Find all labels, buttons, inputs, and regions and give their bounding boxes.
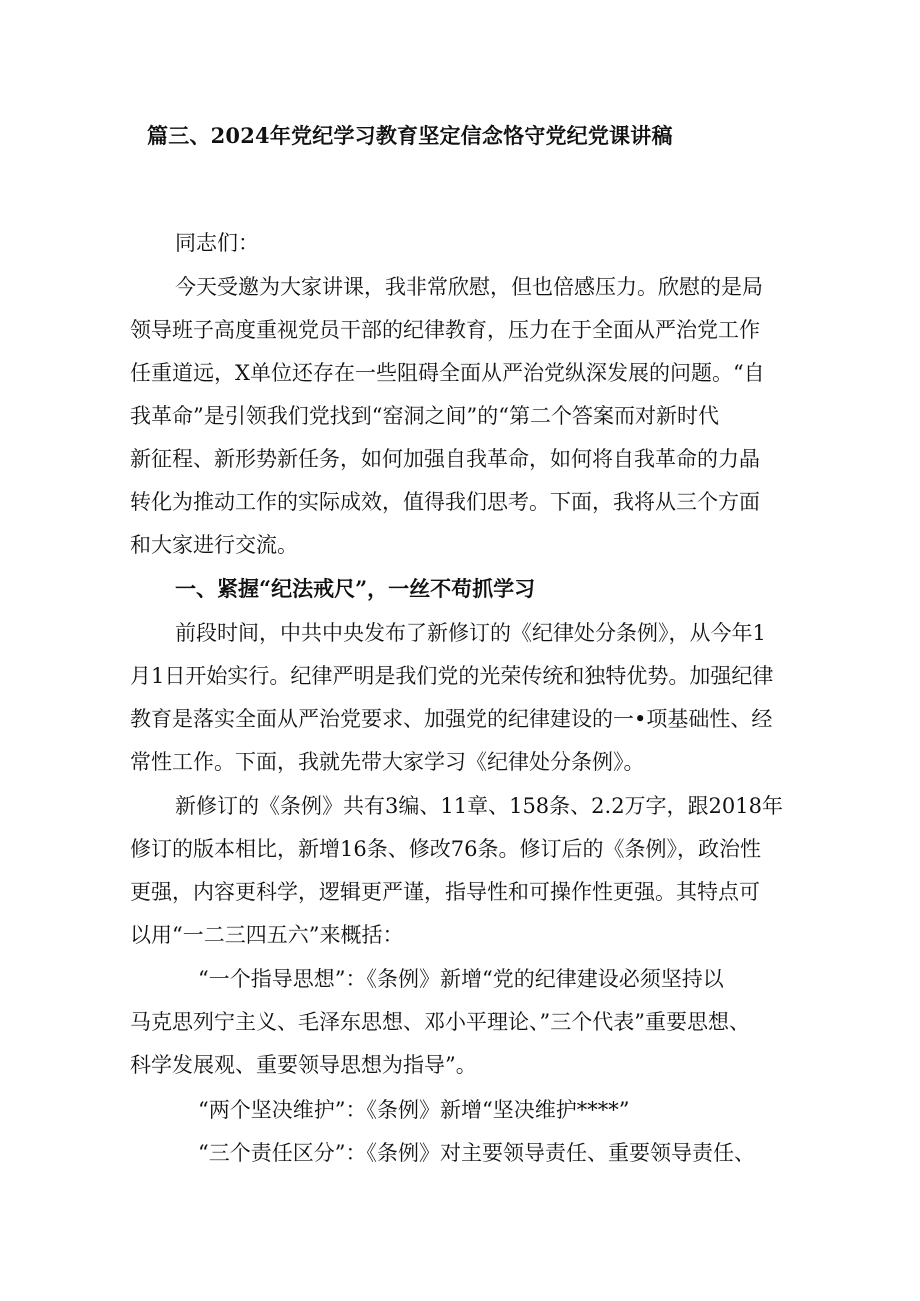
paragraph-line: 和大家进行交流。 (130, 533, 298, 557)
paragraph-line: 科学发展观、重要领导思想为指导”。 (130, 1053, 477, 1077)
paragraph-line: 以用“一二三四五六”来概括： (130, 923, 404, 947)
paragraph-line: 更强，内容更科学，逻辑更严谨，指导性和可操作性更强。其特点可 (130, 880, 760, 904)
paragraph-line: 马克思列宁主义、毛泽东思想、邓小平理论、”三个代表”重要思想、 (130, 1010, 750, 1034)
paragraph-line: 转化为推动工作的实际成效，值得我们思考。下面，我将从三个方面 (130, 490, 760, 514)
paragraph-line: 我革命”是引领我们党找到“窑洞之间”的“第二个答案而对新时代 (130, 404, 719, 428)
salutation: 同志们： (175, 231, 259, 255)
paragraph-line: “三个责任区分”：《条例》对主要领导责任、重要领导责任、 (198, 1141, 755, 1165)
document-title: 篇三、2024年党纪学习教育坚定信念恪守党纪党课讲稿 (147, 123, 673, 148)
paragraph-line: “一个指导思想”：《条例》新增“党的纪律建设必须坚持以 (198, 967, 724, 991)
paragraph-line: 新征程、新形势新任务，如何加强自我革命，如何将自我革命的力晶 (130, 447, 760, 471)
section-heading: 一、紧握“纪法戒尺”，一丝不苟抓学习 (175, 576, 536, 601)
paragraph-line: “两个坚决维护”：《条例》新增“坚决维护****” (198, 1098, 630, 1122)
paragraph-line: 月1日开始实行。纪律严明是我们党的光荣传统和独特优势。加强纪律 (130, 664, 774, 688)
paragraph-line: 任重道远，X单位还存在一些阻碍全面从严治党纵深发展的问题。“自 (130, 361, 765, 385)
paragraph-line: 今天受邀为大家讲课，我非常欣慰，但也倍感压力。欣慰的是局 (175, 275, 763, 299)
paragraph-line: 常性工作。下面，我就先带大家学习《纪律处分条例》。 (130, 750, 645, 774)
paragraph-line: 教育是落实全面从严治党要求、加强党的纪律建设的一•项基础性、经 (130, 707, 773, 731)
paragraph-line: 修订的版本相比，新增16条、修改76条。修订后的《条例》，政治性 (130, 837, 761, 861)
paragraph-line: 新修订的《条例》共有3编、11章、158条、2.2万字，跟2018年 (175, 794, 784, 818)
paragraph-line: 领导班子高度重视党员干部的纪律教育，压力在于全面从严治党工作 (130, 318, 760, 342)
paragraph-line: 前段时间，中共中央发布了新修订的《纪律处分条例》，从今年1 (175, 621, 766, 645)
